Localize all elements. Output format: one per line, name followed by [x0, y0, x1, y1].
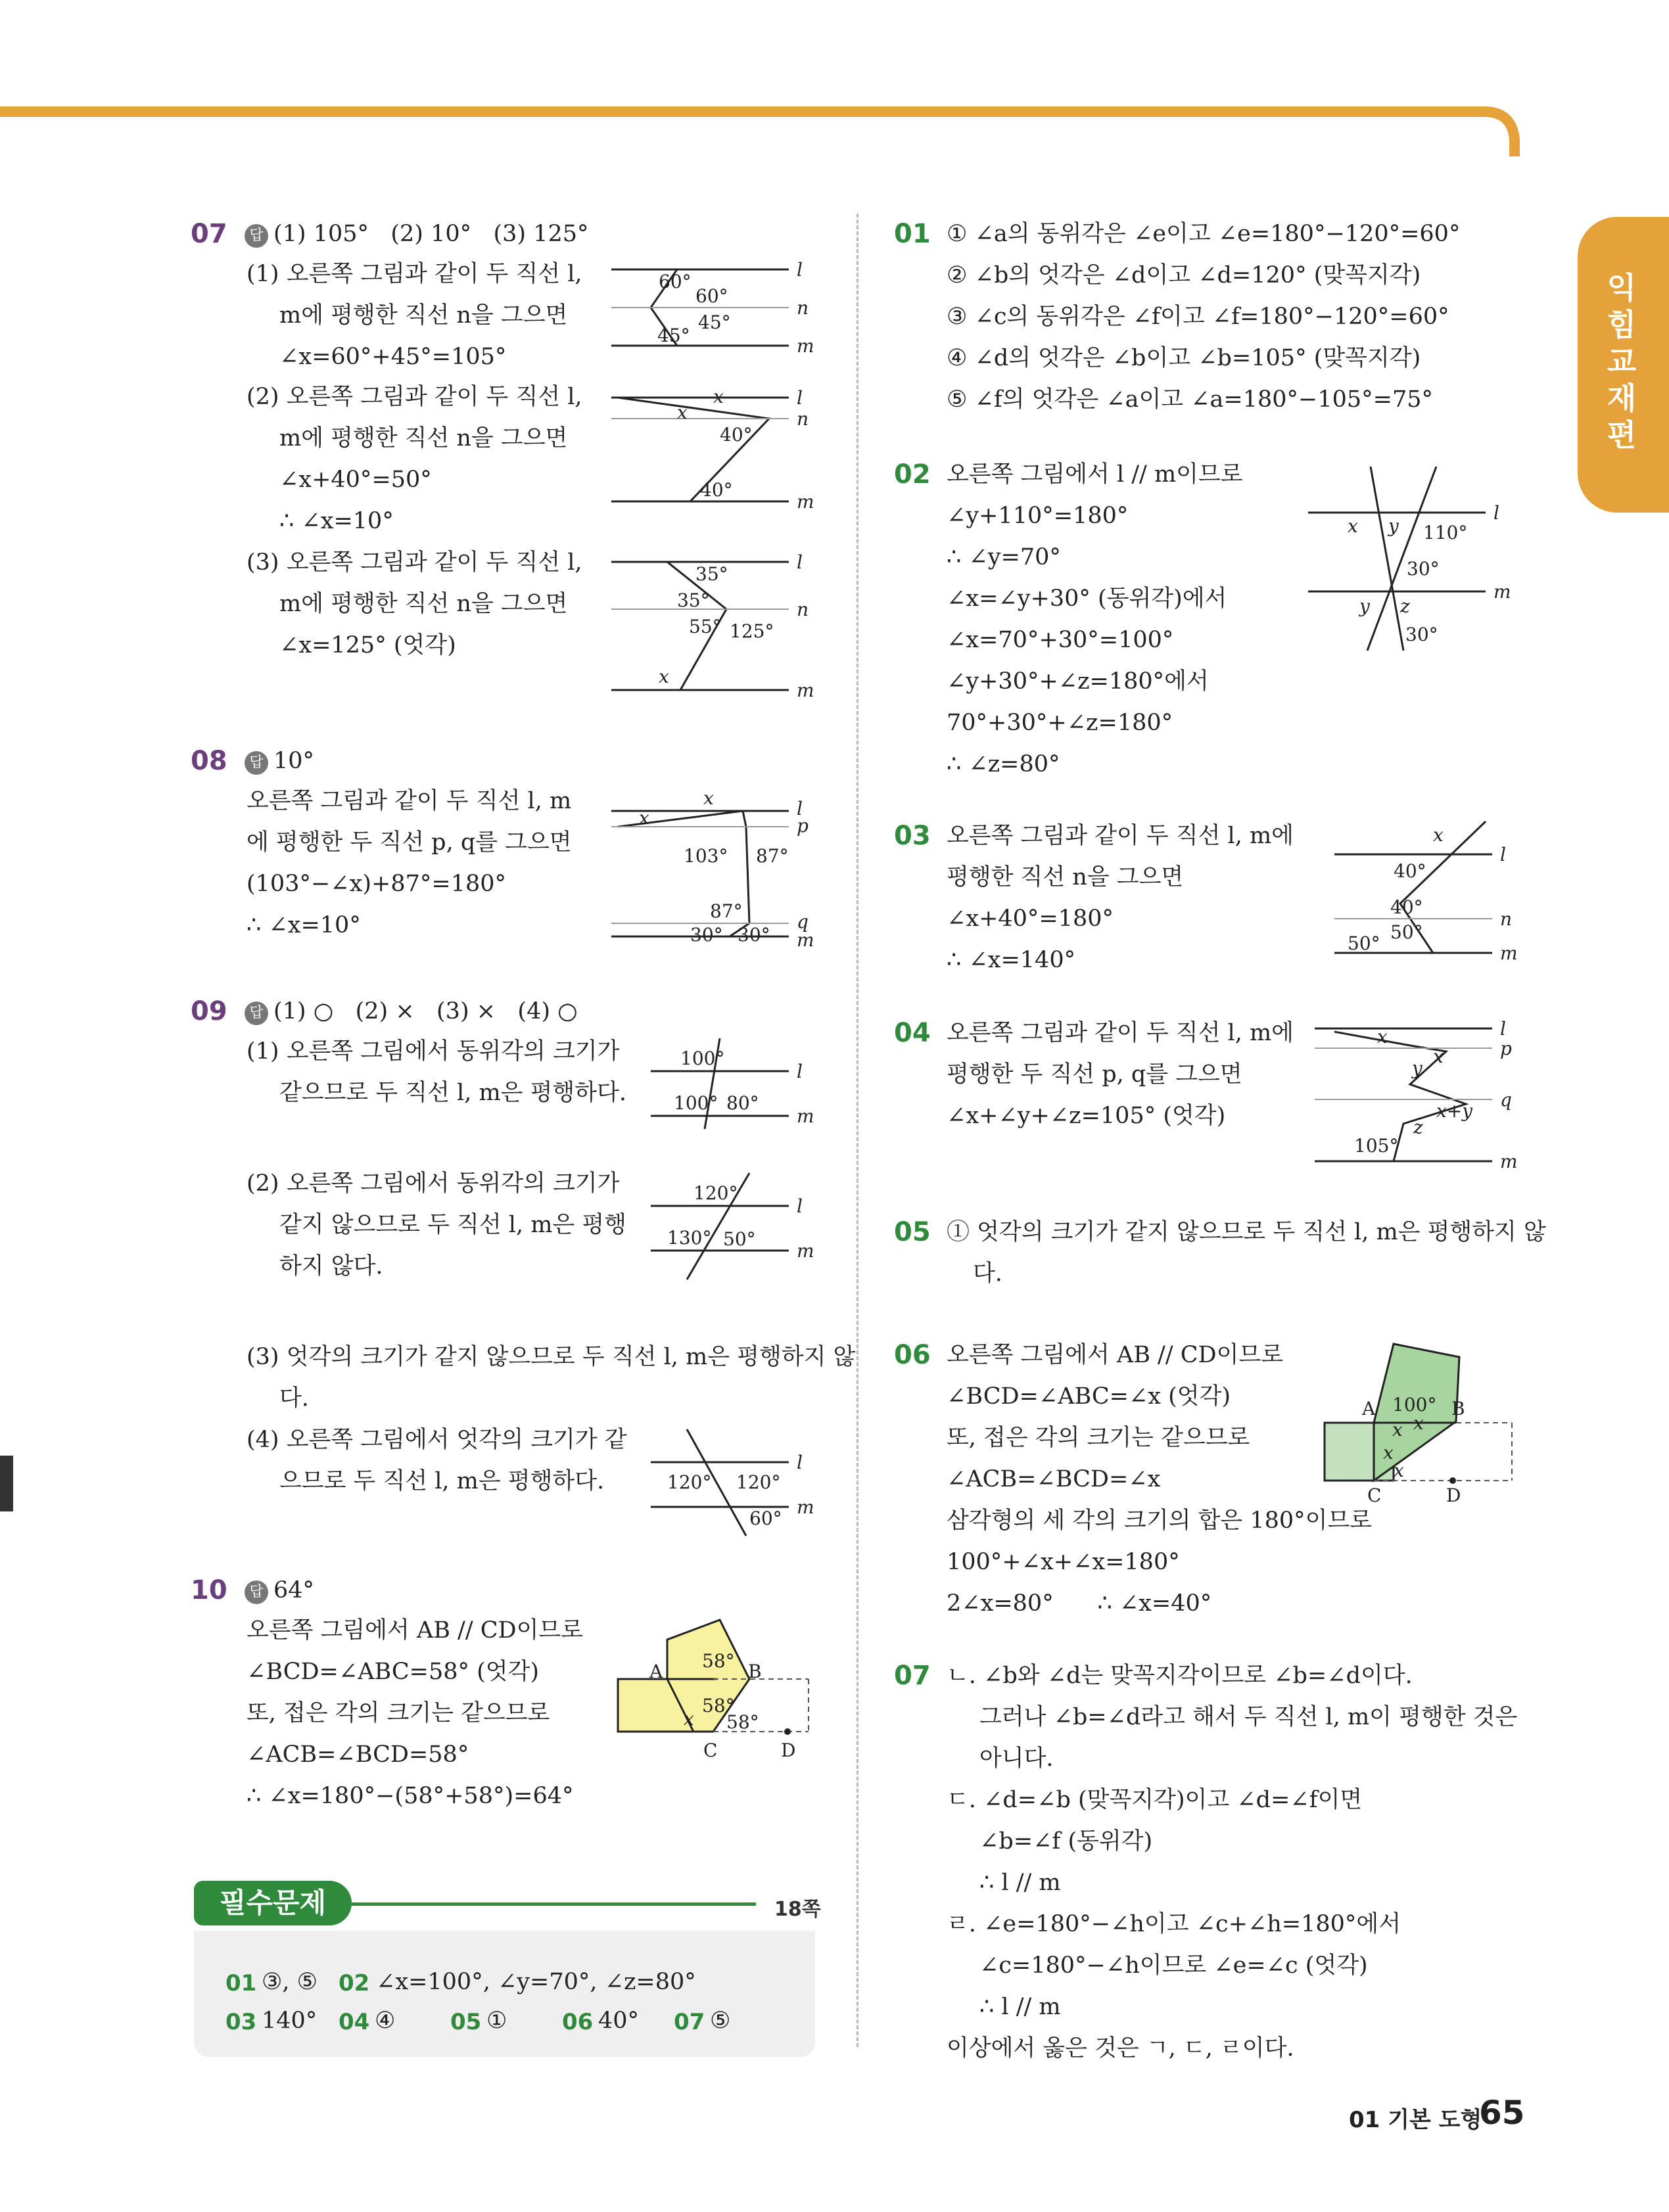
angle-label: x	[1377, 1026, 1388, 1048]
text-line: 오른쪽 그림에서 AB // CD이므로	[247, 1617, 584, 1644]
angle-label: 60°	[695, 285, 728, 307]
line-label: m	[1500, 1151, 1518, 1172]
text-line: (2) 오른쪽 그림에서 동위각의 크기가	[247, 1170, 620, 1197]
text-line: ∠x=125° (엇각)	[279, 632, 456, 658]
line-label: l	[1500, 1018, 1506, 1040]
problem-number: 10	[191, 1575, 227, 1605]
text-line: ② ∠b의 엇각은 ∠d이고 ∠d=120° (맞꼭지각)	[947, 262, 1421, 288]
box-answer: 140°	[262, 2008, 317, 2034]
text-line: 평행한 직선 n을 그으면	[947, 864, 1184, 890]
line-label: n	[797, 408, 809, 430]
answer-badge-icon: 답	[245, 1002, 268, 1025]
angle-label: 100°	[674, 1092, 718, 1114]
angle-label: 130°	[667, 1227, 712, 1249]
angle-label: x	[1413, 1412, 1424, 1434]
text-line: ∠x=70°+30°=100°	[947, 627, 1174, 653]
text-line: ∠BCD=∠ABC=58° (엇각)	[247, 1659, 540, 1685]
box-answer-number: 01	[225, 1970, 257, 1996]
text-line: ∠ACB=∠BCD=∠x	[947, 1466, 1161, 1492]
line-label: n	[1500, 908, 1513, 930]
angle-label: x	[1433, 824, 1444, 846]
box-answer: ⑤	[710, 2008, 731, 2034]
angle-label: 30°	[1405, 624, 1438, 645]
figure-r04	[1315, 1015, 1532, 1173]
problem-number: 06	[894, 1340, 931, 1370]
angle-label: x	[677, 402, 688, 423]
angle-label: 30°	[1407, 558, 1440, 580]
line-label: l	[797, 387, 803, 409]
text-line: ∴ ∠z=80°	[947, 751, 1060, 777]
angle-label: y	[1412, 1057, 1422, 1079]
required-problems-title: 필수문제	[194, 1881, 352, 1925]
answer-badge-icon: 답	[245, 224, 268, 248]
text-line: m에 평행한 직선 n을 그으면	[279, 425, 568, 451]
figure-09-1	[651, 1032, 828, 1130]
problem-number: 07	[191, 219, 227, 249]
answer-text: 64°	[273, 1577, 315, 1603]
line-label: m	[797, 1240, 814, 1262]
text-line: ∠x+∠y+∠z=105° (엇각)	[947, 1103, 1226, 1129]
angle-label: x	[659, 666, 669, 687]
angle-label: x	[684, 1708, 694, 1730]
figure-07-2	[611, 384, 822, 516]
box-answer-number: 05	[450, 2009, 482, 2035]
header-rule	[0, 0, 1525, 171]
text-line: ∠y+110°=180°	[947, 503, 1129, 529]
line-label: p	[797, 815, 809, 837]
angle-label: 87°	[710, 900, 743, 922]
text-line: (2) 오른쪽 그림과 같이 두 직선 l,	[247, 384, 582, 410]
line-label: q	[797, 911, 809, 933]
answer-text: (1) ○ (2) × (3) × (4) ○	[273, 998, 578, 1025]
point-label: B	[748, 1661, 762, 1682]
text-line: 100°+∠x+∠x=180°	[947, 1549, 1180, 1575]
line-label: m	[797, 929, 814, 951]
line-label: m	[797, 680, 814, 701]
line-label: l	[1493, 502, 1499, 524]
text-line: ∠x+40°=180°	[947, 906, 1114, 932]
angle-label: x	[703, 787, 714, 809]
figure-07-3	[611, 549, 822, 706]
angle-label: x	[713, 386, 724, 407]
figure-08	[611, 789, 822, 959]
problem-number: 02	[894, 459, 931, 490]
angle-label: 103°	[684, 845, 728, 867]
text-line: (103°−∠x)+87°=180°	[247, 871, 506, 897]
text-line: ∠b=∠f (동위각)	[979, 1828, 1153, 1855]
text-line: ④ ∠d의 엇각은 ∠b이고 ∠b=105° (맞꼭지각)	[947, 345, 1421, 371]
angle-label: y	[1388, 515, 1399, 537]
text-line: 그러나 ∠b=∠d라고 해서 두 직선 l, m이 평행한 것은	[979, 1704, 1518, 1730]
figure-r02	[1308, 460, 1525, 657]
angle-label: 40°	[1390, 896, 1423, 918]
answer-line	[245, 748, 314, 775]
angle-label: 45°	[698, 311, 731, 333]
text-line: ∠c=180°−∠h이므로 ∠e=∠c (엇각)	[979, 1952, 1368, 1979]
text-line: ㄷ. ∠d=∠b (맞꼭지각)이고 ∠d=∠f이면	[947, 1787, 1363, 1813]
line-label: l	[797, 1195, 803, 1217]
text-line: 또, 접은 각의 크기는 같으므로	[947, 1425, 1250, 1451]
line-label: q	[1500, 1089, 1512, 1111]
text-line: (3) 엇각의 크기가 같지 않으므로 두 직선 l, m은 평행하지 않	[247, 1344, 856, 1370]
angle-label: 55°	[689, 616, 722, 637]
text-line: 같지 않으므로 두 직선 l, m은 평행	[279, 1212, 626, 1238]
text-line: (3) 오른쪽 그림과 같이 두 직선 l,	[247, 549, 582, 576]
angle-label: x	[1433, 1046, 1444, 1067]
text-line: ③ ∠c의 동위각은 ∠f이고 ∠f=180°−120°=60°	[947, 304, 1449, 330]
text-line: ∴ ∠x=10°	[247, 912, 361, 938]
figure-r06	[1321, 1337, 1532, 1508]
text-line: 다.	[279, 1385, 309, 1412]
text-line: ∠BCD=∠ABC=∠x (엇각)	[947, 1383, 1231, 1410]
angle-label: 30°	[738, 924, 770, 946]
angle-label: 120°	[667, 1471, 712, 1493]
text-line: ∠x=60°+45°=105°	[279, 344, 507, 370]
point-label: A	[649, 1661, 663, 1682]
box-answer: ④	[375, 2008, 396, 2034]
text-line: 으므로 두 직선 l, m은 평행하다.	[279, 1468, 605, 1494]
point-label: D	[781, 1740, 796, 1761]
spine-marker	[0, 1456, 13, 1511]
required-problems-header-line	[342, 1902, 756, 1906]
text-line: 70°+30°+∠z=180°	[947, 710, 1173, 736]
box-answer-number: 06	[562, 2009, 594, 2035]
angle-label: 120°	[693, 1182, 738, 1204]
figure-09-2	[651, 1166, 828, 1285]
footer-section: 01 기본 도형	[1349, 2107, 1482, 2133]
text-line: ∴ ∠y=70°	[947, 544, 1061, 570]
angle-label: 58°	[726, 1711, 759, 1733]
box-answer: ①	[486, 2008, 507, 2034]
angle-label: x	[1394, 1460, 1404, 1481]
text-line: 같으므로 두 직선 l, m은 평행하다.	[279, 1080, 626, 1106]
box-answer-number: 04	[339, 2009, 370, 2035]
point-label: C	[703, 1740, 718, 1761]
figure-07-1	[611, 256, 822, 361]
angle-label: 40°	[700, 479, 733, 501]
box-answer: ③, ⑤	[262, 1969, 318, 1995]
text-line: 다.	[973, 1260, 1002, 1287]
figure-10	[611, 1613, 828, 1764]
angle-label: x	[639, 807, 649, 829]
angle-label: x+y	[1436, 1100, 1473, 1122]
text-line: ∠x+40°=50°	[279, 467, 432, 493]
answer-line	[245, 1577, 314, 1604]
angle-label: 100°	[1392, 1394, 1437, 1416]
line-label: m	[797, 335, 814, 357]
point-label: D	[1446, 1485, 1461, 1506]
line-label: m	[1500, 942, 1518, 964]
angle-label: 30°	[690, 924, 723, 946]
angle-label: 80°	[726, 1092, 759, 1114]
text-line: ① 엇각의 크기가 같지 않으므로 두 직선 l, m은 평행하지 않	[947, 1219, 1546, 1245]
angle-label: 105°	[1354, 1135, 1399, 1157]
text-line: 오른쪽 그림과 같이 두 직선 l, m에	[947, 1020, 1294, 1046]
problem-number: 08	[191, 746, 227, 776]
answer-badge-icon: 답	[245, 1580, 268, 1604]
angle-label: 58°	[702, 1695, 735, 1717]
angle-label: 58°	[702, 1650, 735, 1672]
text-line: 이상에서 옳은 것은 ㄱ, ㄷ, ㄹ이다.	[947, 2035, 1294, 2062]
text-line: ㄹ. ∠e=180°−∠h이고 ∠c+∠h=180°에서	[947, 1911, 1401, 1937]
answer-text: 10°	[273, 748, 315, 774]
text-line: 오른쪽 그림에서 l // m이므로	[947, 461, 1243, 488]
line-label: l	[797, 259, 803, 281]
line-label: l	[797, 1452, 803, 1473]
text-line: 또, 접은 각의 크기는 같으므로	[247, 1700, 550, 1726]
text-line: ∴ ∠x=180°−(58°+58°)=64°	[247, 1783, 574, 1809]
box-answer: ∠x=100°, ∠y=70°, ∠z=80°	[376, 1969, 696, 1995]
text-line: (1) 오른쪽 그림과 같이 두 직선 l,	[247, 261, 582, 287]
problem-number: 05	[894, 1217, 931, 1247]
text-line: m에 평행한 직선 n을 그으면	[279, 591, 568, 617]
text-line: ∴ l // m	[979, 1994, 1061, 2020]
text-line: 2∠x=80° ∴ ∠x=40°	[947, 1590, 1212, 1617]
line-label: l	[797, 1061, 803, 1082]
text-line: ⑤ ∠f의 엇각은 ∠a이고 ∠a=180°−105°=75°	[947, 386, 1434, 413]
text-line: 오른쪽 그림에서 AB // CD이므로	[947, 1342, 1284, 1368]
line-label: l	[797, 798, 803, 819]
line-label: m	[1493, 581, 1511, 603]
angle-label: z	[1413, 1117, 1423, 1138]
problem-number: 07	[894, 1661, 931, 1691]
text-line: 오른쪽 그림과 같이 두 직선 l, m	[247, 788, 572, 814]
line-label: n	[797, 297, 809, 319]
point-label: B	[1451, 1398, 1465, 1419]
text-line: (4) 오른쪽 그림에서 엇각의 크기가 같	[247, 1427, 627, 1453]
text-line: ㄴ. ∠b와 ∠d는 맞꼭지각이므로 ∠b=∠d이다.	[947, 1663, 1413, 1689]
angle-label: 120°	[736, 1471, 781, 1493]
angle-label: 40°	[720, 424, 753, 446]
text-line: ∴ l // m	[979, 1870, 1061, 1896]
answer-text: (1) 105° (2) 10° (3) 125°	[273, 221, 589, 247]
line-label: l	[1500, 844, 1506, 865]
angle-label: 50°	[1348, 933, 1380, 954]
angle-label: 35°	[677, 589, 710, 611]
angle-label: 60°	[749, 1508, 782, 1529]
figure-r03	[1334, 821, 1532, 966]
figure-09-4	[651, 1423, 828, 1541]
text-line: (1) 오른쪽 그림에서 동위각의 크기가	[247, 1038, 620, 1065]
point-label: A	[1362, 1398, 1376, 1419]
angle-label: 87°	[756, 845, 789, 867]
angle-label: 110°	[1423, 522, 1468, 543]
problem-number: 01	[894, 219, 931, 249]
angle-label: 125°	[730, 620, 774, 642]
text-line: 삼각형의 세 각의 크기의 합은 180°이므로	[947, 1508, 1373, 1534]
angle-label: 35°	[695, 563, 728, 585]
text-line: ① ∠a의 동위각은 ∠e이고 ∠e=180°−120°=60°	[947, 221, 1461, 247]
required-problems-page: 18쪽	[774, 1898, 821, 1921]
text-line: 하지 않다.	[279, 1253, 383, 1279]
line-label: m	[797, 1496, 814, 1518]
answer-badge-icon: 답	[245, 751, 268, 775]
text-line: ∠ACB=∠BCD=58°	[247, 1741, 469, 1768]
answer-line	[245, 221, 589, 248]
problem-number: 03	[894, 821, 931, 851]
angle-label: x	[1392, 1419, 1403, 1440]
box-answer-number: 03	[225, 2009, 257, 2035]
line-label: m	[797, 1105, 814, 1127]
box-answer-number: 02	[339, 1970, 370, 1996]
angle-label: x	[1348, 515, 1358, 537]
problem-number: 09	[191, 996, 227, 1026]
angle-label: 60°	[659, 271, 692, 292]
angle-label: 50°	[1390, 921, 1423, 943]
text-line: 평행한 두 직선 p, q를 그으면	[947, 1061, 1242, 1088]
text-line: 아니다.	[979, 1745, 1054, 1772]
angle-label: 45°	[657, 325, 690, 346]
side-tab-label: 익힘교재편	[1607, 270, 1637, 453]
line-label: m	[797, 491, 814, 513]
angle-label: 50°	[723, 1228, 756, 1250]
text-line: ∠y+30°+∠z=180°에서	[947, 668, 1209, 695]
problem-number: 04	[894, 1018, 931, 1048]
box-answer-number: 07	[674, 2009, 705, 2035]
answer-line	[245, 998, 578, 1025]
text-line: 오른쪽 그림과 같이 두 직선 l, m에	[947, 823, 1294, 849]
text-line: ∠x=∠y+30° (동위각)에서	[947, 586, 1227, 612]
text-line: m에 평행한 직선 n을 그으면	[279, 302, 568, 329]
text-line: ∴ ∠x=140°	[947, 947, 1076, 973]
angle-label: z	[1400, 595, 1410, 617]
angle-label: x	[1383, 1442, 1394, 1463]
column-divider	[857, 214, 858, 2047]
line-label: n	[797, 599, 809, 620]
point-label: C	[1367, 1485, 1382, 1506]
line-label: p	[1500, 1038, 1512, 1059]
line-label: l	[797, 551, 803, 573]
angle-label: y	[1359, 595, 1370, 617]
text-line: 에 평행한 두 직선 p, q를 그으면	[247, 829, 572, 856]
page-number: 65	[1479, 2094, 1525, 2132]
box-answer: 40°	[598, 2008, 640, 2034]
angle-label: 40°	[1394, 860, 1426, 882]
angle-label: 100°	[680, 1048, 725, 1069]
text-line: ∴ ∠x=10°	[279, 508, 394, 534]
